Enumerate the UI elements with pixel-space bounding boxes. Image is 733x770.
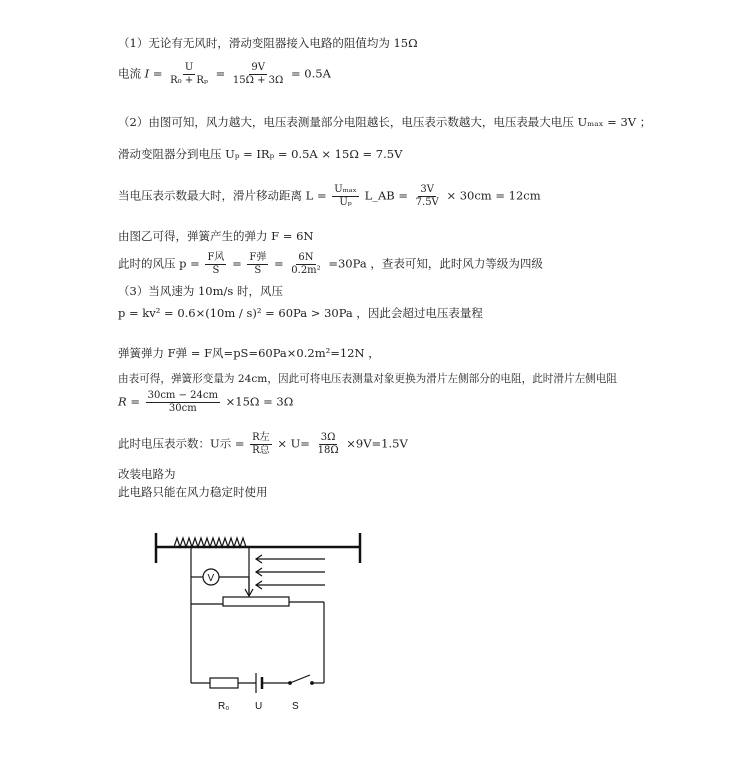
label-s: S	[292, 701, 299, 712]
rheostat	[223, 597, 289, 606]
voltmeter-label: V	[207, 573, 215, 584]
line-2	[118, 62, 331, 87]
equals: =	[232, 256, 242, 271]
equals: =	[273, 256, 284, 271]
line-7	[118, 252, 543, 277]
fraction-3-18: $\frac{3\Omega}{18\Omega}$	[317, 432, 339, 456]
line-12	[118, 390, 293, 415]
voltmeter-result: ×9V=1.5V	[346, 436, 408, 451]
fraction-u-over-r: $\frac{U}{\text{R₀ + Rₚ}}$	[170, 62, 208, 86]
label-u: U	[255, 701, 263, 712]
voltmeter-mid: × U=	[277, 436, 310, 451]
r-prefix: R =	[118, 394, 140, 409]
resistor-r0	[210, 678, 238, 688]
current-symbol: I =	[144, 66, 163, 81]
line-9: p = kv² = 0.6×(10m / s)² = 60Pa > 30Pa ，因此会超过电压表量程	[118, 306, 483, 320]
line-8: （3）当风速为 10m/s 时，风压	[118, 284, 283, 298]
fraction-6n: $\frac{6N}{\text{0.2m²}}$	[291, 252, 321, 276]
line-10: 弹簧弹力 F弹 = F风=pS=60Pa×0.2m²=12N ，	[118, 346, 380, 360]
label-r0: R₀	[218, 701, 230, 712]
current-label: 电流	[118, 66, 141, 81]
line-15: 此电路只能在风力稳定时使用	[118, 485, 268, 499]
distance-prefix: 当电压表示数最大时，滑片移动距离 L =	[118, 188, 327, 203]
distance-result: × 30cm = 12cm	[446, 188, 541, 203]
equals: =	[215, 66, 226, 81]
switch	[290, 675, 310, 683]
pressure-result: =30Pa ，查表可知，此时风力等级为四级	[328, 256, 543, 271]
fraction-umax-up: $\frac{\text{Uₘₐₓ}}{\text{Uₚ}}$	[334, 184, 357, 208]
spring	[174, 538, 246, 547]
line-11: 由表可得，弹簧形变量为 24cm，因此可将电压表测量对象更换为滑片左侧部分的电阻，此时滑片左侧电阻	[118, 373, 617, 385]
circuit-diagram	[140, 525, 380, 720]
pressure-prefix: 此时的风压 p =	[118, 256, 200, 271]
current-result: = 0.5A	[290, 66, 331, 81]
fraction-rleft-rtotal: $\frac{\text{R左}}{\text{R总}}$	[252, 432, 270, 456]
line-3: （2）由图可知，风力越大，电压表测量部分电阻越长，电压表示数越大，电压表最大电压 Uₘₐₓ = 3V ；	[118, 115, 652, 129]
line-1: （1）无论有无风时，滑动变阻器接入电路的阻值均为 15Ω	[118, 36, 418, 50]
line-14: 改装电路为	[118, 467, 176, 481]
line-6: 由图乙可得，弹簧产生的弹力 F = 6N	[118, 229, 314, 243]
fraction-3v-75v: $\frac{3V}{7.5V}$	[415, 184, 439, 208]
r-result: ×15Ω = 3Ω	[225, 394, 294, 409]
fraction-9v: $\frac{9V}{15\Omega + 3\Omega}$	[232, 62, 284, 86]
fraction-fspring-s: $\frac{\text{F弹}}{S}$	[249, 252, 267, 276]
fraction-fwind-s: $\frac{\text{F风}}{S}$	[207, 252, 225, 276]
distance-mid: L_AB =	[364, 188, 408, 203]
voltmeter-prefix: 此时电压表示数：U示 =	[118, 436, 245, 451]
line-5	[118, 184, 541, 209]
line-13	[118, 432, 408, 457]
fraction-length: $\frac{30cm - 24cm}{30cm}$	[147, 390, 218, 414]
line-4: 滑动变阻器分到电压 Uₚ = IRₚ = 0.5A × 15Ω = 7.5V	[118, 147, 403, 161]
